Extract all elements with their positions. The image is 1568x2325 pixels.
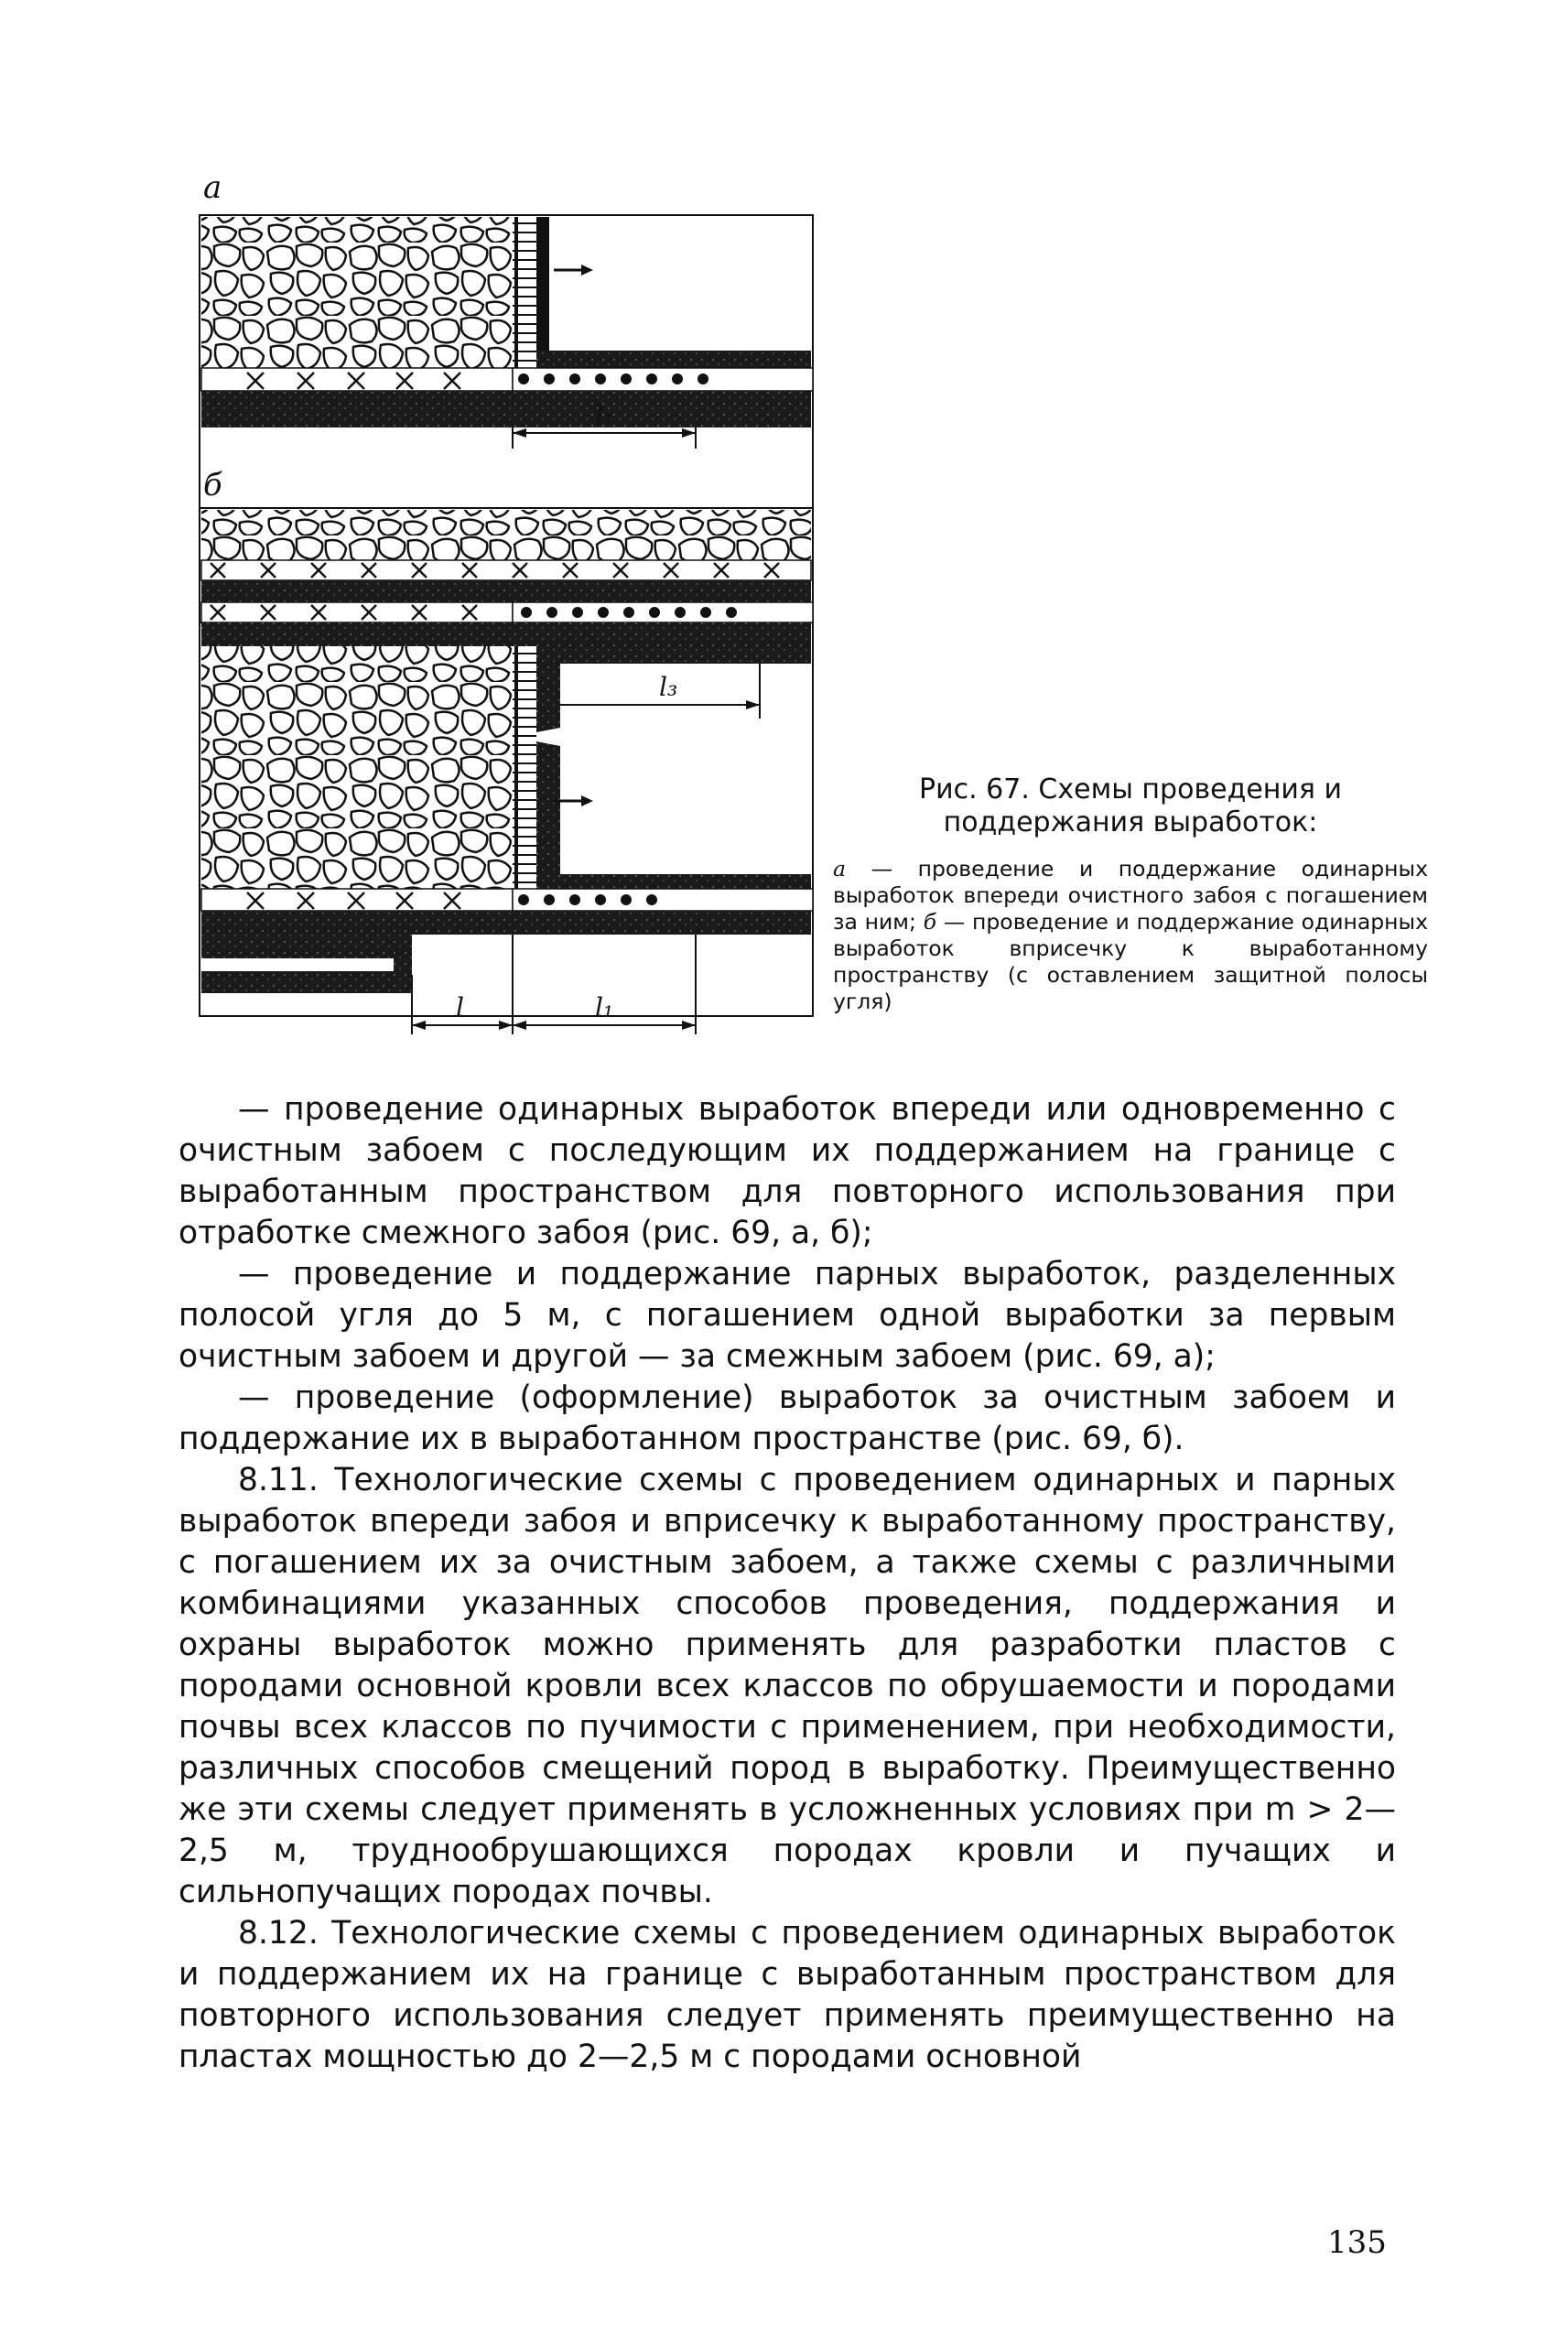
body-text [178, 1089, 1396, 2078]
paragraph-3: — проведение (оформление) выработок за очистным забоем и поддержание их в выработанном пространстве (рис. 69, б). [178, 1379, 1396, 1457]
dim-l: l [456, 992, 464, 1022]
paragraph-1: — проведение одинарных выработок впереди или одновременно с очистным забоем с последующим их поддержанием на границе с выработанным пространством для повторного использования при отработке смежного забоя (рис. 69, а, б); [178, 1091, 1396, 1251]
page-number: 135 [1327, 2224, 1387, 2261]
dim-l1-top: l₁ [595, 400, 614, 430]
paragraph-4: 8.11. Технологические схемы с проведением одинарных и парных выработок впереди забоя и вприсечку к выработанному пространству, с погашением их за очистным забоем, а также схемы с различными комбинациями указанных способов проведения, поддержания и охраны выработок можно применять для разработки пластов с породами основной кровли всех классов по обрушаемости и породами почвы всех классов по пучимости с применением, при необходимости, различных способов смещений пород в выработку. Преимущественно же эти схемы следует применять в усложненных условиях при m > 2—2,5 м, труднообрушающихся породах кровли и пучащих и сильнопучащих породах почвы. [178, 1462, 1396, 1910]
caption-item-a: — проведение и поддержание одинарных выработок впереди очистного забоя с погашением за ним; [833, 856, 1428, 935]
paragraph-2: — проведение и поддержание парных выработок, разделенных полосой угля до 5 м, с погашением одной выработки за первым очистным забоем и другой — за смежным забоем (рис. 69, а); [178, 1256, 1396, 1375]
paragraph-5: 8.12. Технологические схемы с проведением одинарных выработок и поддержанием их на границе с выработанным пространством для повторного использования следует применять преимущественно на пластах мощностью до 2—2,5 м с породами основной [178, 1915, 1396, 2075]
scheme-b [200, 508, 813, 1034]
caption-body [833, 856, 1428, 1015]
caption-marker-b: б [923, 909, 937, 935]
dim-l1-bottom: l₁ [595, 992, 614, 1022]
caption-title: Рис. 67. Схемы проведения и поддержания выработок: [919, 773, 1342, 838]
caption-marker-a: а [833, 856, 847, 881]
figure-67 [183, 169, 824, 1048]
caption-item-b: — проведение и поддержание одинарных выработок вприсечку к выработанному пространству (с оставлением защитной полосы угля) [833, 909, 1429, 1014]
figure-label-a: а [203, 169, 222, 206]
figure-caption [833, 773, 1428, 1015]
figure-label-b: б [203, 467, 222, 503]
dim-l3: l₃ [659, 672, 678, 702]
mine-workings-diagram [183, 169, 824, 1048]
